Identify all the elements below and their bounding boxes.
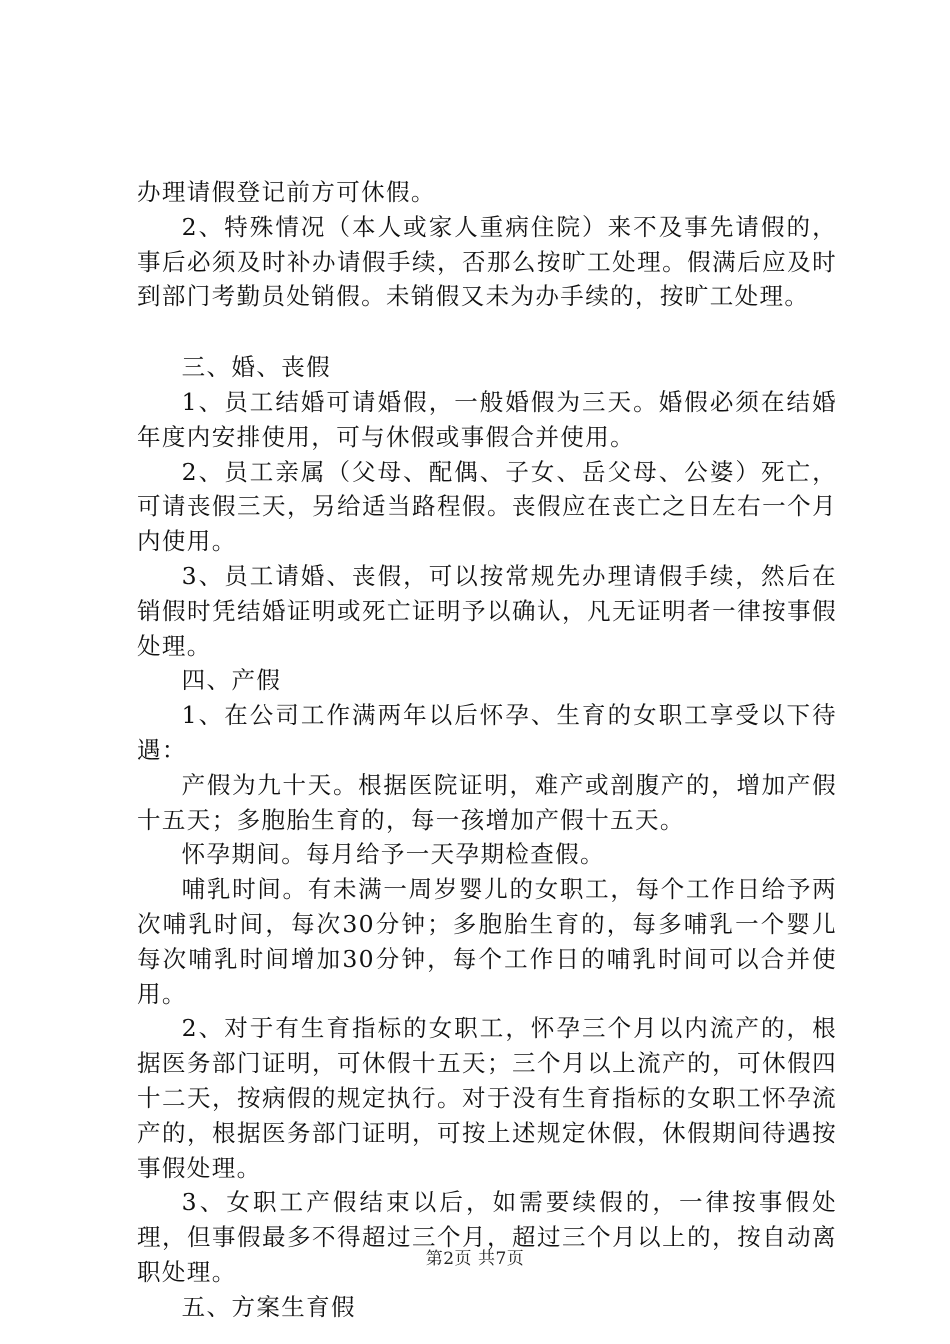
paragraph-maternity-duration: 产假为九十天。根据医院证明，难产或剖腹产的，增加产假十五天；多胞胎生育的，每一孩增加产假十五天。 <box>137 770 837 834</box>
document-body <box>137 175 837 1325</box>
paragraph-funeral-leave: 2、员工亲属（父母、配偶、子女、岳父母、公婆）死亡，可请丧假三天，另给适当路程假。丧假应在丧亡之日左右一个月内使用。 <box>137 457 837 556</box>
section-heading-marriage-funeral-leave: 三、婚、丧假 <box>181 353 332 382</box>
paragraph-leave-extension: 3、女职工产假结束以后，如需要续假的，一律按事假处理，但事假最多不得超过三个月，超过三个月以上的，按自动离职处理。 <box>137 1188 837 1286</box>
paragraph-marriage-leave: 1、员工结婚可请婚假，一般婚假为三天。婚假必须在结婚年度内安排使用，可与休假或事假合并使用。 <box>137 387 837 451</box>
paragraph-pregnancy-checkup: 怀孕期间。每月给予一天孕期检查假。 <box>181 840 605 869</box>
paragraph-nursing-time: 哺乳时间。有未满一周岁婴儿的女职工，每个工作日给予两次哺乳时间，每次30分钟；多胞胎生育的，每多哺乳一个婴儿每次哺乳时间增加30分钟，每个工作日的哺乳时间可以合并使用。 <box>137 875 837 1008</box>
page-number-footer: 第2页 共7页 <box>425 1249 525 1269</box>
paragraph-maternity-eligibility: 1、在公司工作满两年以后怀孕、生育的女职工享受以下待遇： <box>137 701 837 764</box>
paragraph-leave-registration: 办理请假登记前方可休假。 <box>137 178 436 206</box>
section-heading-maternity-leave: 四、产假 <box>181 666 282 695</box>
section-heading-planned-birth-leave: 五、方案生育假 <box>181 1292 356 1321</box>
paragraph-special-circumstances: 2、特殊情况（本人或家人重病住院）来不及事先请假的，事后必须及时补办请假手续，否那么按旷工处理。假满后应及时到部门考勤员处销假。未销假又未为办手续的，按旷工处理。 <box>137 212 837 311</box>
paragraph-leave-proof: 3、员工请婚、丧假，可以按常规先办理请假手续，然后在销假时凭结婚证明或死亡证明予以确认，凡无证明者一律按事假处理。 <box>137 561 837 660</box>
paragraph-miscarriage-leave: 2、对于有生育指标的女职工，怀孕三个月以内流产的，根据医务部门证明，可休假十五天；三个月以上流产的，可休假四十二天，按病假的规定执行。对于没有生育指标的女职工怀孕流产的，根据医务部门证明，可按上述规定休假，休假期间待遇按事假处理。 <box>137 1014 837 1182</box>
